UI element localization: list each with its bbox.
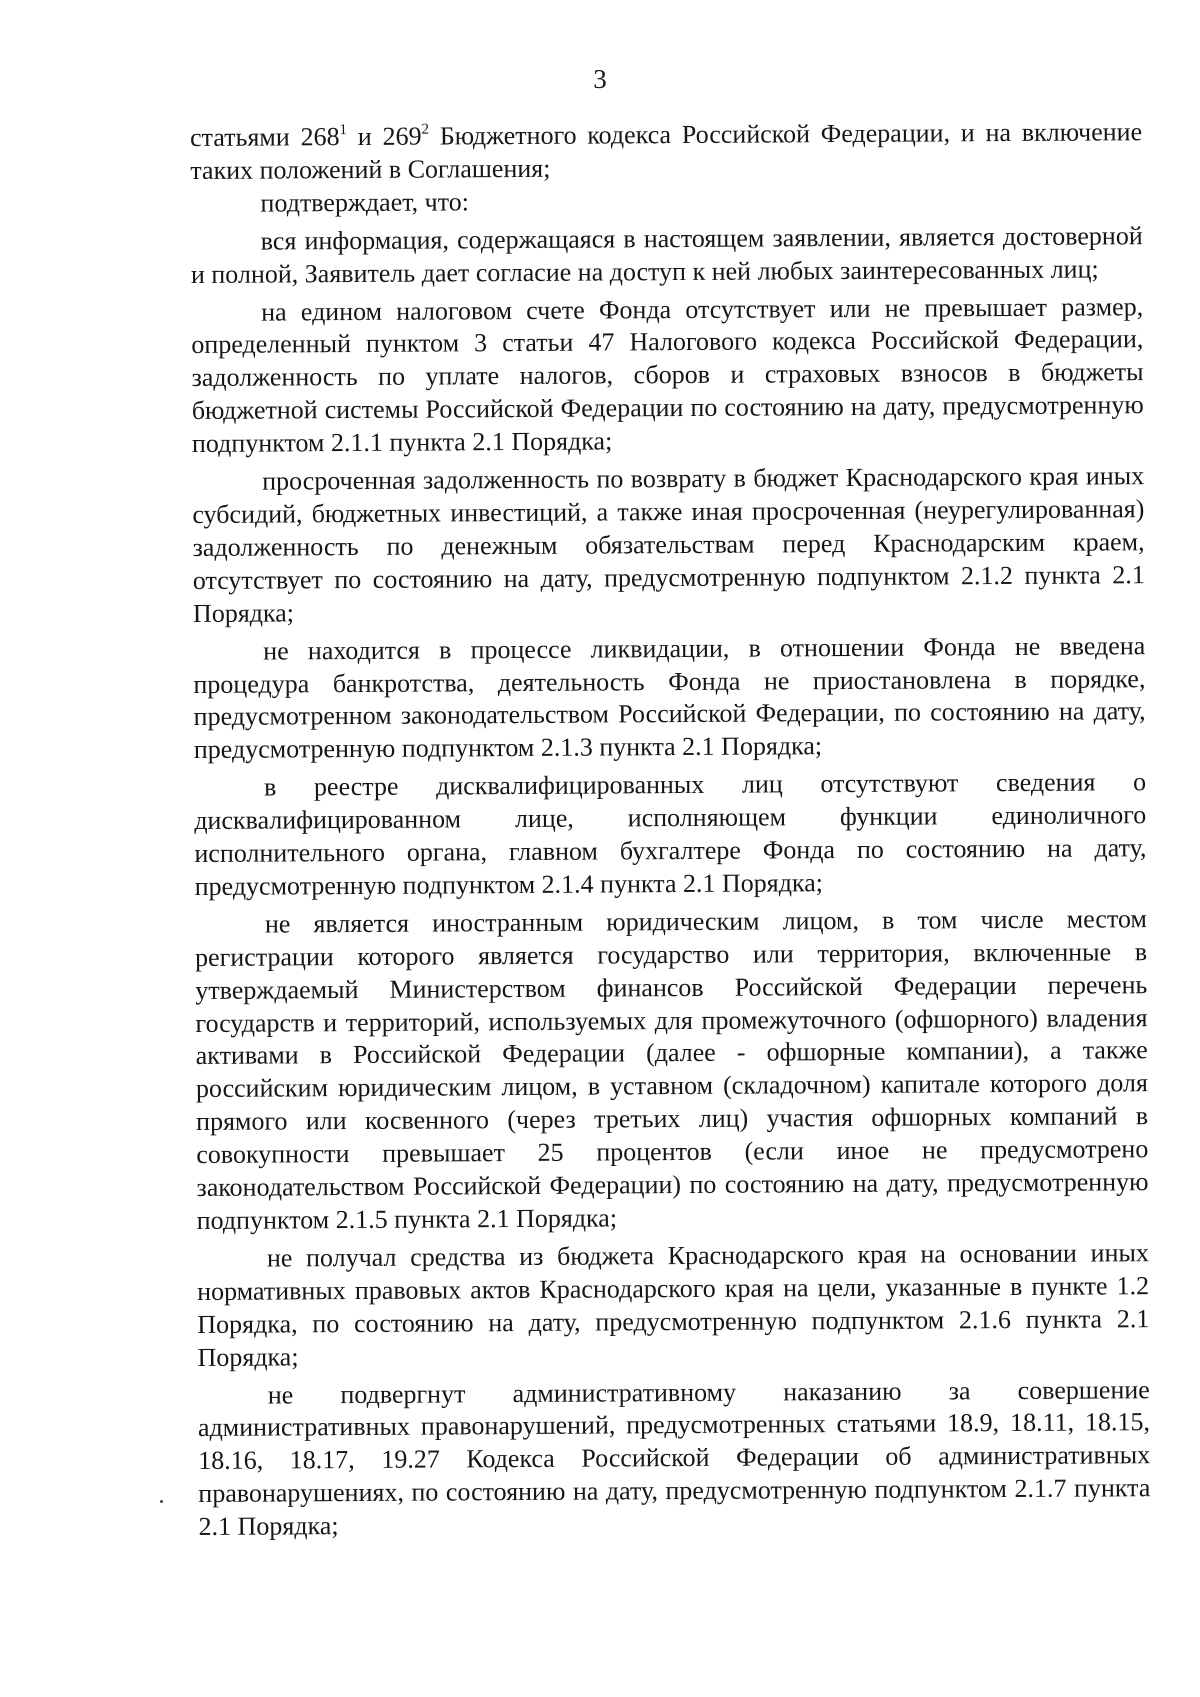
paragraph-overdue-debt: просроченная задолженность по возврату в бюджет Краснодарского края иных субсидий, бюджетных инвестиций, а также иная просроченная (неурегулированная) задолженность по денежным обязательствам перед Краснодарским краем, отсутствует по состоянию на дату, предусмотренную подпунктом 2.1.2 пункта 2.1 Порядка; [192, 461, 1145, 628]
article-269-text: и 269 [346, 121, 422, 152]
budget-code-text: Бюджетного кодекса Российской Федерации, и на включение таких положений в Соглашения; [190, 117, 1143, 185]
paragraph-information-reliable: вся информация, содержащаяся в настоящем заявлении, является достоверной и полной, Заявитель дает согласие на доступ к ней любых заинтересованных лиц; [190, 220, 1143, 289]
paragraph-foreign-entity: не является иностранным юридическим лицом, в том числе местом регистрации которого является государство или территория, включенные в утверждаемый Министерством финансов Российской Федерации перечень государств и территорий, используемых для промежуточного (офшорного) владения активами в Российской Федерации (далее - офшорные компании), а также российским юридическим лицом, в уставном (складочном) капитале которого доля прямого или косвенного (через третьих лиц) участия офшорных компаний в совокупности превышает 25 процентов (если иное не предусмотрено законодательством Российской Федерации) по состоянию на дату, предусмотренную подпунктом 2.1.5 пункта 2.1 Порядка; [195, 904, 1149, 1235]
article-268-text: статьями 268 [190, 122, 340, 152]
paragraph-disqualified-persons: в реестре дисквалифицированных лиц отсутствуют сведения о дисквалифицированном лице, исполняющем функции единоличного исполнительного органа, главном бухгалтере Фонда по состоянию на дату, предусмотренную подпунктом 2.1.4 пункта 2.1 Порядка; [194, 767, 1147, 901]
scan-speck [160, 1500, 163, 1503]
page-number: 3 [593, 64, 607, 94]
paragraph-administrative-penalty: не подвергнут административному наказанию за совершение административных правонарушений, предусмотренных статьями 18.9, 18.11, 18.15, 18.16, 18.17, 19.27 Кодекса Российской Федерации об административных правонарушениях, по состоянию на дату, предусмотренную подпунктом 2.1.7 пункта 2.1 Порядка; [197, 1374, 1151, 1542]
superscript-2: 2 [421, 121, 430, 138]
document-body [190, 116, 1151, 1544]
paragraph-other-budget-funds: не получал средства из бюджета Краснодарского края на основании иных нормативных правовых актов Краснодарского края на цели, указанные в пункте 1.2 Порядка, по состоянию на дату, предусмотренную подпунктом 2.1.6 пункта 2.1 Порядка; [197, 1238, 1150, 1372]
paragraph-liquidation: не находится в процессе ликвидации, в отношении Фонда не введена процедура банкротства, деятельность Фонда не приостановлена в порядке, предусмотренном законодательством Российской Федерации, по состоянию на дату, предусмотренную подпунктом 2.1.3 пункта 2.1 Порядка; [193, 630, 1146, 765]
paragraph-confirms: подтверждает, что: [260, 187, 470, 218]
paragraph-tax-account: на едином налоговом счете Фонда отсутствует или не превышает размер, определенный пунктом 3 статьи 47 Налогового кодекса Российской Федерации, задолженность по уплате налогов, сборов и страховых взносов в бюджеты бюджетной системы Российской Федерации по состоянию на дату, предусмотренную подпунктом 2.1.1 пункта 2.1 Порядка; [191, 291, 1144, 459]
superscript-1: 1 [339, 122, 348, 139]
paragraph-budget-code-articles [190, 116, 1142, 188]
